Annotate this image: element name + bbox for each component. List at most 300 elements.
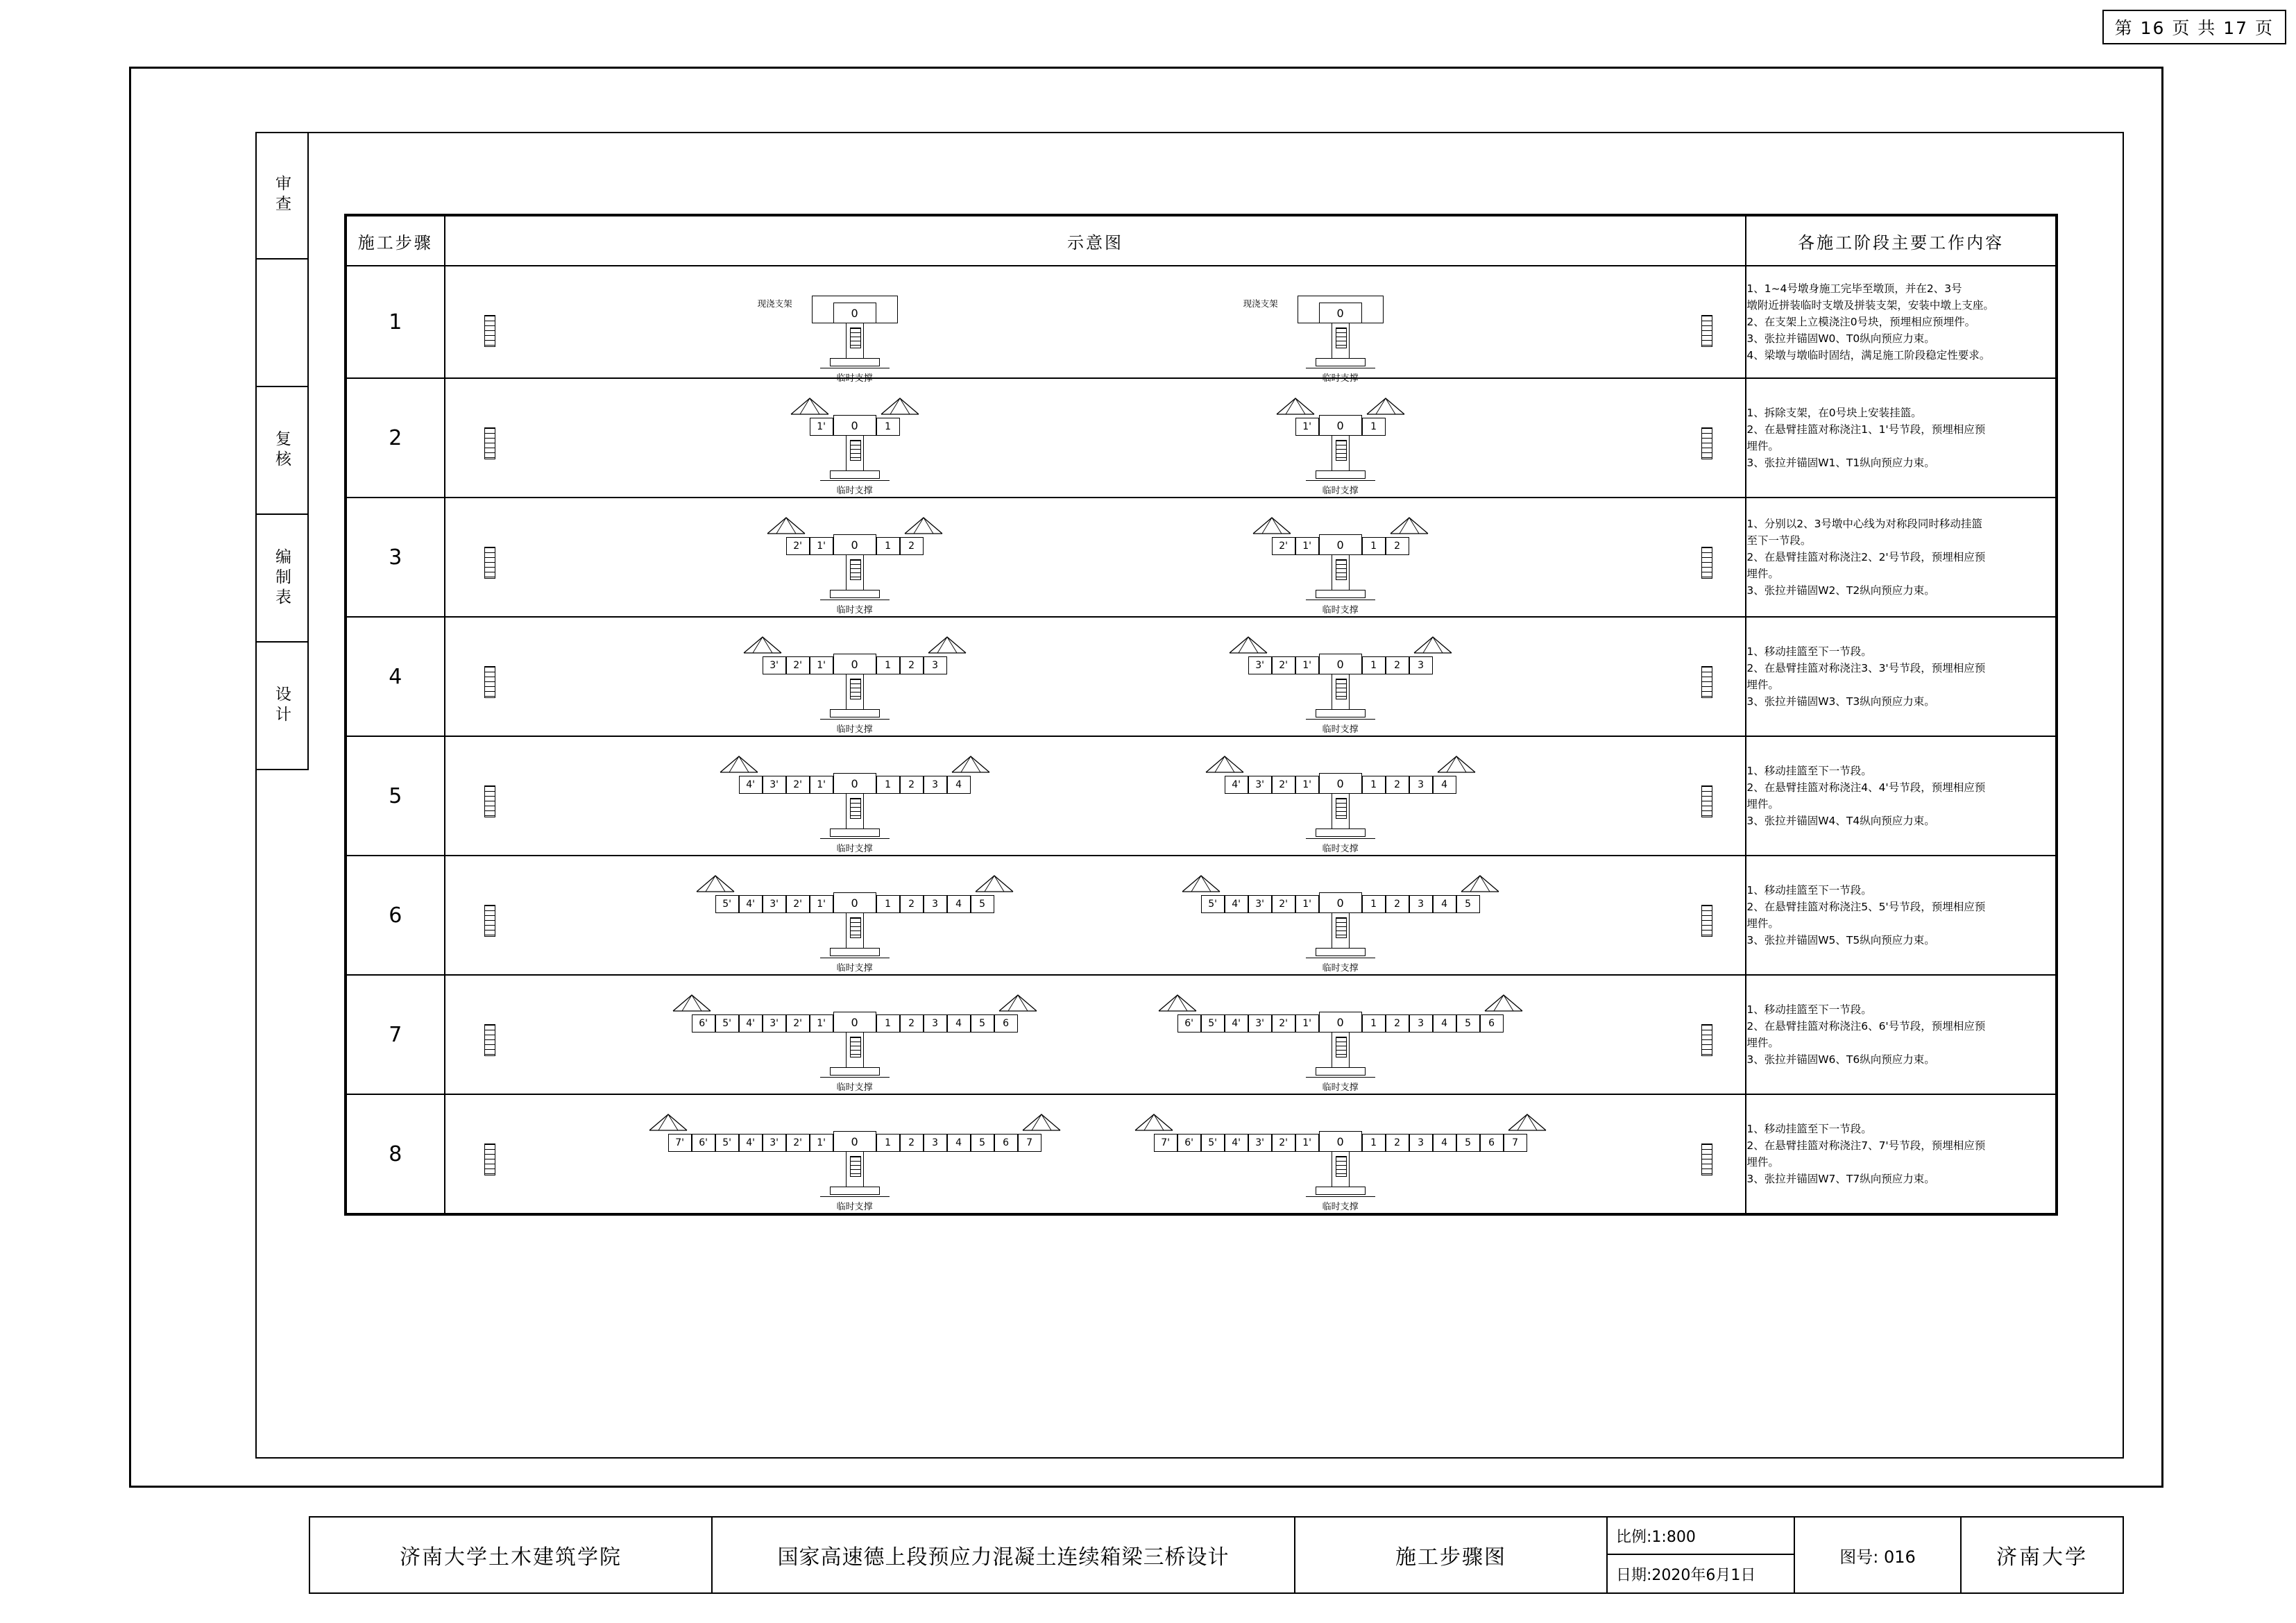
segment-row <box>1154 1131 1527 1152</box>
form-traveller-icon <box>904 516 943 534</box>
table-body <box>346 266 2056 1214</box>
segment-block: 7 <box>1504 1134 1527 1152</box>
work-content-cell <box>1746 617 2056 736</box>
temporary-support-label: 临时支撑 <box>836 724 873 735</box>
segment-block: 3' <box>1248 1014 1272 1033</box>
segment-block: 6 <box>994 1014 1018 1033</box>
segment-block-zero: 0 <box>833 534 876 555</box>
temporary-support-label: 临时支撑 <box>836 486 873 496</box>
segment-block: 1 <box>876 776 900 794</box>
work-content-line: 1、移动挂篮至下一节段。 <box>1746 1003 1872 1016</box>
abutment-icon <box>484 1144 495 1175</box>
approval-cell-1 <box>255 260 309 387</box>
segment-block: 6' <box>692 1014 715 1033</box>
work-content-line: 2、在悬臂挂篮对称浇注6、6'号节段，预埋相应预 <box>1746 1019 1986 1033</box>
form-traveller-icon <box>767 516 806 534</box>
segment-block: 3' <box>763 776 786 794</box>
segment-block: 2 <box>1386 1014 1409 1033</box>
approval-cell-0 <box>255 132 309 260</box>
segment-block: 4' <box>1225 776 1248 794</box>
step-number-cell: 3 <box>346 498 445 617</box>
segment-block: 2' <box>1272 1134 1295 1152</box>
approval-label-0: 审查 <box>273 175 291 215</box>
abutment-icon <box>484 785 495 817</box>
segment-block: 3' <box>1248 895 1272 913</box>
segment-block: 4' <box>739 1134 763 1152</box>
diagram-cell <box>445 266 1746 384</box>
segment-block: 1 <box>1362 1014 1386 1033</box>
segment-block: 1 <box>1362 1134 1386 1152</box>
segment-block-zero: 0 <box>1319 1012 1362 1033</box>
construction-steps-table <box>344 214 2058 1216</box>
table-row <box>346 266 2056 378</box>
tb-scale: 比例:1:800 <box>1608 1518 1794 1555</box>
segment-block: 2 <box>900 1134 924 1152</box>
work-content-line: 3、张拉并锚固W7、T7纵向预应力束。 <box>1746 1173 1935 1186</box>
segment-block-zero: 0 <box>833 892 876 913</box>
segment-block: 2 <box>900 776 924 794</box>
temporary-support-label: 临时支撑 <box>836 605 873 615</box>
form-traveller-icon <box>649 1113 688 1131</box>
temporary-support-label: 临时支撑 <box>1322 844 1359 854</box>
work-content-cell <box>1746 856 2056 975</box>
header-diagram: 示意图 <box>445 216 1746 266</box>
segment-block: 2 <box>900 1014 924 1033</box>
header-step: 施工步骤 <box>346 216 445 266</box>
segment-block: 3 <box>1409 1134 1433 1152</box>
pier-footing <box>830 1067 880 1076</box>
segment-block: 4 <box>1433 895 1456 913</box>
segment-block: 3' <box>1248 656 1272 674</box>
segment-block: 3 <box>1409 776 1433 794</box>
temporary-support-label: 临时支撑 <box>1322 605 1359 615</box>
title-block <box>309 1516 2124 1594</box>
segment-block-zero: 0 <box>1319 534 1362 555</box>
form-traveller-icon <box>672 994 711 1012</box>
segment-block: 7' <box>668 1134 692 1152</box>
tb-date: 日期:2020年6月1日 <box>1616 1566 1756 1584</box>
segment-row <box>1272 534 1409 555</box>
segment-block: 4 <box>947 895 971 913</box>
temporary-support-label: 临时支撑 <box>1322 1202 1359 1212</box>
segment-block: 2' <box>1272 537 1295 555</box>
work-content-line: 埋件。 <box>1746 917 1779 930</box>
form-traveller-icon <box>1484 994 1523 1012</box>
segment-block: 3 <box>1409 656 1433 674</box>
work-content-cell <box>1746 736 2056 856</box>
segment-block: 6' <box>1177 1134 1201 1152</box>
ground-line <box>820 1077 890 1078</box>
ground-line <box>820 838 890 839</box>
segment-block: 3' <box>763 895 786 913</box>
temporary-support-label: 临时支撑 <box>1322 963 1359 974</box>
ground-line <box>820 719 890 720</box>
pier-footing <box>830 709 880 717</box>
segment-block: 6' <box>692 1134 715 1152</box>
segment-block: 1' <box>810 776 833 794</box>
step-number-cell: 1 <box>346 266 445 378</box>
segment-block: 5 <box>1456 1014 1480 1033</box>
work-content-line: 3、张拉并锚固W3、T3纵向预应力束。 <box>1746 695 1935 708</box>
work-content-line: 2、在悬臂挂篮对称浇注5、5'号节段，预埋相应预 <box>1746 900 1986 913</box>
segment-block-zero: 0 <box>833 773 876 794</box>
step-number-cell: 7 <box>346 975 445 1094</box>
pier-footing <box>1316 358 1366 366</box>
tb-project: 国家高速德上段预应力混凝土连续箱梁三桥设计 <box>713 1518 1295 1592</box>
segment-row <box>739 773 971 794</box>
segment-block: 4 <box>1433 776 1456 794</box>
segment-block: 5' <box>1201 1134 1225 1152</box>
work-content-cell <box>1746 266 2056 378</box>
form-traveller-icon <box>975 874 1014 892</box>
form-traveller-icon <box>1437 755 1476 773</box>
segment-block: 1' <box>810 537 833 555</box>
segment-block: 5' <box>1201 895 1225 913</box>
form-traveller-icon <box>998 994 1037 1012</box>
segment-block: 4 <box>1433 1134 1456 1152</box>
segment-block: 1' <box>810 656 833 674</box>
segment-row <box>786 534 924 555</box>
falsework-scaffold <box>812 296 898 323</box>
segment-block-zero: 0 <box>833 1131 876 1152</box>
segment-block: 1' <box>810 1134 833 1152</box>
work-content-line: 2、在悬臂挂篮对称浇注4、4'号节段，预埋相应预 <box>1746 781 1986 794</box>
table-row <box>346 975 2056 1094</box>
segment-row <box>810 415 900 436</box>
segment-block: 1 <box>876 1134 900 1152</box>
form-traveller-icon <box>1134 1113 1173 1131</box>
segment-block: 7' <box>1154 1134 1177 1152</box>
segment-row <box>1295 415 1386 436</box>
segment-row <box>763 654 947 674</box>
segment-block: 2' <box>786 537 810 555</box>
segment-block: 4 <box>1433 1014 1456 1033</box>
form-traveller-icon <box>1276 397 1315 415</box>
segment-block: 4 <box>947 1014 971 1033</box>
segment-block: 2' <box>786 895 810 913</box>
step-number-cell: 2 <box>346 378 445 498</box>
segment-block: 1' <box>1295 1014 1319 1033</box>
segment-block: 5 <box>971 1134 994 1152</box>
segment-block: 1 <box>876 656 900 674</box>
step-number-cell: 4 <box>346 617 445 736</box>
segment-block: 1' <box>1295 895 1319 913</box>
temporary-support-label: 临时支撑 <box>836 373 873 384</box>
segment-block: 2 <box>1386 537 1409 555</box>
segment-block: 1 <box>1362 537 1386 555</box>
segment-block: 6' <box>1177 1014 1201 1033</box>
form-traveller-icon <box>1366 397 1405 415</box>
ground-line <box>1306 838 1375 839</box>
segment-block: 6 <box>994 1134 1018 1152</box>
work-content-line: 2、在悬臂挂篮对称浇注7、7'号节段，预埋相应预 <box>1746 1139 1986 1152</box>
segment-block: 1 <box>876 418 900 436</box>
form-traveller-icon <box>696 874 735 892</box>
table-row <box>346 856 2056 975</box>
work-content-line: 3、张拉并锚固W0、T0纵向预应力束。 <box>1746 332 1935 345</box>
segment-block: 1' <box>810 1014 833 1033</box>
work-content-line: 3、张拉并锚固W1、T1纵向预应力束。 <box>1746 457 1935 470</box>
segment-block: 2' <box>786 656 810 674</box>
segment-block: 6 <box>1480 1134 1504 1152</box>
diagram-cell <box>445 856 1746 975</box>
segment-block: 2 <box>1386 656 1409 674</box>
work-content-line: 2、在悬臂挂篮对称浇注3、3'号节段，预埋相应预 <box>1746 661 1986 674</box>
tb-scale-date <box>1608 1518 1795 1592</box>
work-content-cell <box>1746 1094 2056 1214</box>
segment-block-zero: 0 <box>1319 303 1362 323</box>
work-content-line: 埋件。 <box>1746 798 1779 810</box>
work-content-line: 埋件。 <box>1746 568 1779 580</box>
approval-cell-4 <box>255 643 309 770</box>
temporary-support-label: 临时支撑 <box>836 1202 873 1212</box>
pier-footing <box>1316 470 1366 479</box>
temporary-support-label: 临时支撑 <box>1322 486 1359 496</box>
pier-footing <box>830 470 880 479</box>
tb-university: 济南大学 <box>1996 1545 2088 1570</box>
form-traveller-icon <box>1252 516 1291 534</box>
segment-block: 2' <box>786 776 810 794</box>
segment-block: 2' <box>1272 656 1295 674</box>
segment-block: 2 <box>1386 895 1409 913</box>
form-traveller-icon <box>928 636 967 654</box>
segment-block: 4' <box>1225 895 1248 913</box>
segment-row <box>668 1131 1041 1152</box>
segment-block: 5 <box>971 1014 994 1033</box>
form-traveller-icon <box>1461 874 1499 892</box>
ground-line <box>1306 1196 1375 1197</box>
pier-footing <box>830 829 880 837</box>
work-content-line: 埋件。 <box>1746 1037 1779 1049</box>
form-traveller-icon <box>743 636 782 654</box>
segment-block: 5' <box>1201 1014 1225 1033</box>
diagram-cell <box>445 617 1746 736</box>
diagram-cell <box>445 736 1746 856</box>
form-traveller-icon <box>881 397 919 415</box>
work-content-line: 3、张拉并锚固W4、T4纵向预应力束。 <box>1746 815 1935 828</box>
tb-drawing-title: 施工步骤图 <box>1295 1518 1608 1592</box>
abutment-icon <box>484 905 495 937</box>
ground-line <box>820 1196 890 1197</box>
work-content-line: 埋件。 <box>1746 440 1779 452</box>
segment-block: 1 <box>1362 776 1386 794</box>
temporary-support-label: 临时支撑 <box>1322 1082 1359 1093</box>
segment-block: 3 <box>1409 1014 1433 1033</box>
segment-row <box>1225 773 1456 794</box>
step-number-cell: 6 <box>346 856 445 975</box>
work-content-line: 埋件。 <box>1746 679 1779 691</box>
header-content: 各施工阶段主要工作内容 <box>1746 216 2056 266</box>
work-content-line: 2、在悬臂挂篮对称浇注1、1'号节段，预埋相应预 <box>1746 423 1986 436</box>
segment-block: 1 <box>1362 656 1386 674</box>
approval-cell-3 <box>255 515 309 643</box>
segment-block: 1 <box>876 895 900 913</box>
work-content-line: 1、移动挂篮至下一节段。 <box>1746 645 1872 658</box>
form-traveller-icon <box>1229 636 1268 654</box>
segment-block-zero: 0 <box>1319 415 1362 436</box>
tb-drawing-number: 图号: 016 <box>1795 1518 1962 1592</box>
segment-block: 2 <box>1386 1134 1409 1152</box>
segment-block: 3' <box>1248 776 1272 794</box>
segment-block: 1' <box>1295 537 1319 555</box>
abutment-icon <box>1701 905 1712 937</box>
abutment-icon <box>1701 315 1712 347</box>
work-content-cell <box>1746 498 2056 617</box>
segment-block: 5' <box>715 895 739 913</box>
segment-block: 3 <box>924 1134 947 1152</box>
pier-footing <box>1316 1067 1366 1076</box>
segment-block: 3 <box>924 776 947 794</box>
temporary-support-label: 临时支撑 <box>836 963 873 974</box>
pier-footing <box>830 948 880 956</box>
form-traveller-icon <box>720 755 758 773</box>
table-row <box>346 736 2056 856</box>
form-traveller-icon <box>1413 636 1452 654</box>
segment-block-zero: 0 <box>1319 654 1362 674</box>
diagram-cell <box>445 1094 1746 1214</box>
segment-block: 3' <box>763 1134 786 1152</box>
segment-block: 4' <box>739 776 763 794</box>
form-traveller-icon <box>790 397 829 415</box>
segment-block: 1' <box>1295 776 1319 794</box>
diagram-cell <box>445 975 1746 1094</box>
segment-block: 1' <box>1295 1134 1319 1152</box>
segment-block-zero: 0 <box>833 1012 876 1033</box>
form-traveller-icon <box>1390 516 1429 534</box>
segment-block: 3 <box>924 895 947 913</box>
step-number-cell: 5 <box>346 736 445 856</box>
segment-block: 2 <box>900 656 924 674</box>
work-content-line: 1、1~4号墩身施工完毕至墩顶，并在2、3号 <box>1746 282 1962 295</box>
diagram-cell <box>445 498 1746 617</box>
falsework-scaffold <box>1298 296 1384 323</box>
work-content-line: 3、张拉并锚固W6、T6纵向预应力束。 <box>1746 1053 1935 1067</box>
work-content-line: 4、梁墩与墩临时固结，满足施工阶段稳定性要求。 <box>1746 349 1991 362</box>
segment-block: 2' <box>1272 895 1295 913</box>
segment-row <box>1201 892 1480 913</box>
work-content-cell <box>1746 378 2056 498</box>
abutment-icon <box>484 1024 495 1056</box>
page-number-badge: 第 16 页 共 17 页 <box>2102 10 2286 44</box>
abutment-icon <box>1701 427 1712 459</box>
abutment-icon <box>1701 1024 1712 1056</box>
segment-block: 4 <box>947 776 971 794</box>
segment-block: 5 <box>1456 1134 1480 1152</box>
pier-footing <box>830 358 880 366</box>
approval-label-3: 编制表 <box>273 547 291 609</box>
temporary-support-label: 临时支撑 <box>836 844 873 854</box>
work-content-line: 1、移动挂篮至下一节段。 <box>1746 764 1872 777</box>
segment-block-zero: 0 <box>1319 773 1362 794</box>
segment-block: 3 <box>924 656 947 674</box>
temporary-support-label: 临时支撑 <box>836 1082 873 1093</box>
segment-block-zero: 0 <box>833 415 876 436</box>
segment-block: 2' <box>786 1014 810 1033</box>
segment-block-zero: 0 <box>1319 1131 1362 1152</box>
pier-footing <box>830 1187 880 1195</box>
approval-cell-2 <box>255 387 309 515</box>
segment-block: 6 <box>1480 1014 1504 1033</box>
table-row <box>346 378 2056 498</box>
work-content-line: 1、移动挂篮至下一节段。 <box>1746 883 1872 897</box>
work-content-line: 3、张拉并锚固W5、T5纵向预应力束。 <box>1746 934 1935 947</box>
segment-row <box>715 892 994 913</box>
segment-block: 2 <box>900 537 924 555</box>
table-row <box>346 1094 2056 1214</box>
table-row <box>346 617 2056 736</box>
abutment-icon <box>1701 666 1712 698</box>
segment-block: 1' <box>1295 418 1319 436</box>
segment-block: 3 <box>924 1014 947 1033</box>
segment-row <box>1177 1012 1504 1033</box>
work-content-line: 埋件。 <box>1746 1156 1779 1169</box>
segment-block: 2' <box>786 1134 810 1152</box>
abutment-icon <box>484 427 495 459</box>
ground-line <box>820 480 890 481</box>
temporary-support-label: 临时支撑 <box>1322 724 1359 735</box>
segment-block: 4' <box>739 895 763 913</box>
segment-block: 1' <box>810 895 833 913</box>
segment-block-zero: 0 <box>1319 892 1362 913</box>
segment-block: 4' <box>1225 1134 1248 1152</box>
form-traveller-icon <box>1022 1113 1061 1131</box>
abutment-icon <box>484 547 495 579</box>
form-traveller-icon <box>951 755 990 773</box>
abutment-icon <box>1701 1144 1712 1175</box>
segment-block: 1' <box>1295 656 1319 674</box>
diagram-cell <box>445 378 1746 498</box>
segment-block: 1 <box>1362 418 1386 436</box>
segment-block: 4' <box>1225 1014 1248 1033</box>
ground-line <box>1306 719 1375 720</box>
work-content-line: 至下一节段。 <box>1746 534 1812 547</box>
scaffold-label: 现浇支架 <box>757 298 792 309</box>
work-content-line: 1、拆除支架，在0号块上安装挂篮。 <box>1746 406 1922 419</box>
segment-row <box>1248 654 1433 674</box>
approval-label-2: 复核 <box>273 430 291 470</box>
segment-block: 5 <box>971 895 994 913</box>
form-traveller-icon <box>1205 755 1244 773</box>
segment-block: 5' <box>715 1134 739 1152</box>
abutment-icon <box>1701 547 1712 579</box>
form-traveller-icon <box>1182 874 1221 892</box>
work-content-cell <box>1746 975 2056 1094</box>
segment-block: 2' <box>1272 776 1295 794</box>
segment-block: 1' <box>810 418 833 436</box>
segment-block: 3' <box>1248 1134 1272 1152</box>
work-content-line: 2、在悬臂挂篮对称浇注2、2'号节段，预埋相应预 <box>1746 550 1986 563</box>
work-content-line: 1、移动挂篮至下一节段。 <box>1746 1122 1872 1135</box>
segment-block: 1 <box>876 1014 900 1033</box>
segment-block-zero: 0 <box>833 654 876 674</box>
segment-block: 3' <box>763 1014 786 1033</box>
segment-block: 5 <box>1456 895 1480 913</box>
segment-block: 3 <box>1409 895 1433 913</box>
segment-block: 1 <box>1362 895 1386 913</box>
segment-block: 2 <box>1386 776 1409 794</box>
work-content-line: 墩附近拼装临时支墩及拼装支架，安装中墩上支座。 <box>1746 298 1994 312</box>
scaffold-label: 现浇支架 <box>1243 298 1278 309</box>
form-traveller-icon <box>1508 1113 1547 1131</box>
work-content-line: 3、张拉并锚固W2、T2纵向预应力束。 <box>1746 584 1935 597</box>
segment-block: 5' <box>715 1014 739 1033</box>
pier-footing <box>1316 829 1366 837</box>
approval-label-4: 设计 <box>273 686 291 726</box>
segment-block: 7 <box>1018 1134 1041 1152</box>
form-traveller-icon <box>1158 994 1197 1012</box>
segment-block: 4' <box>739 1014 763 1033</box>
abutment-icon <box>484 666 495 698</box>
